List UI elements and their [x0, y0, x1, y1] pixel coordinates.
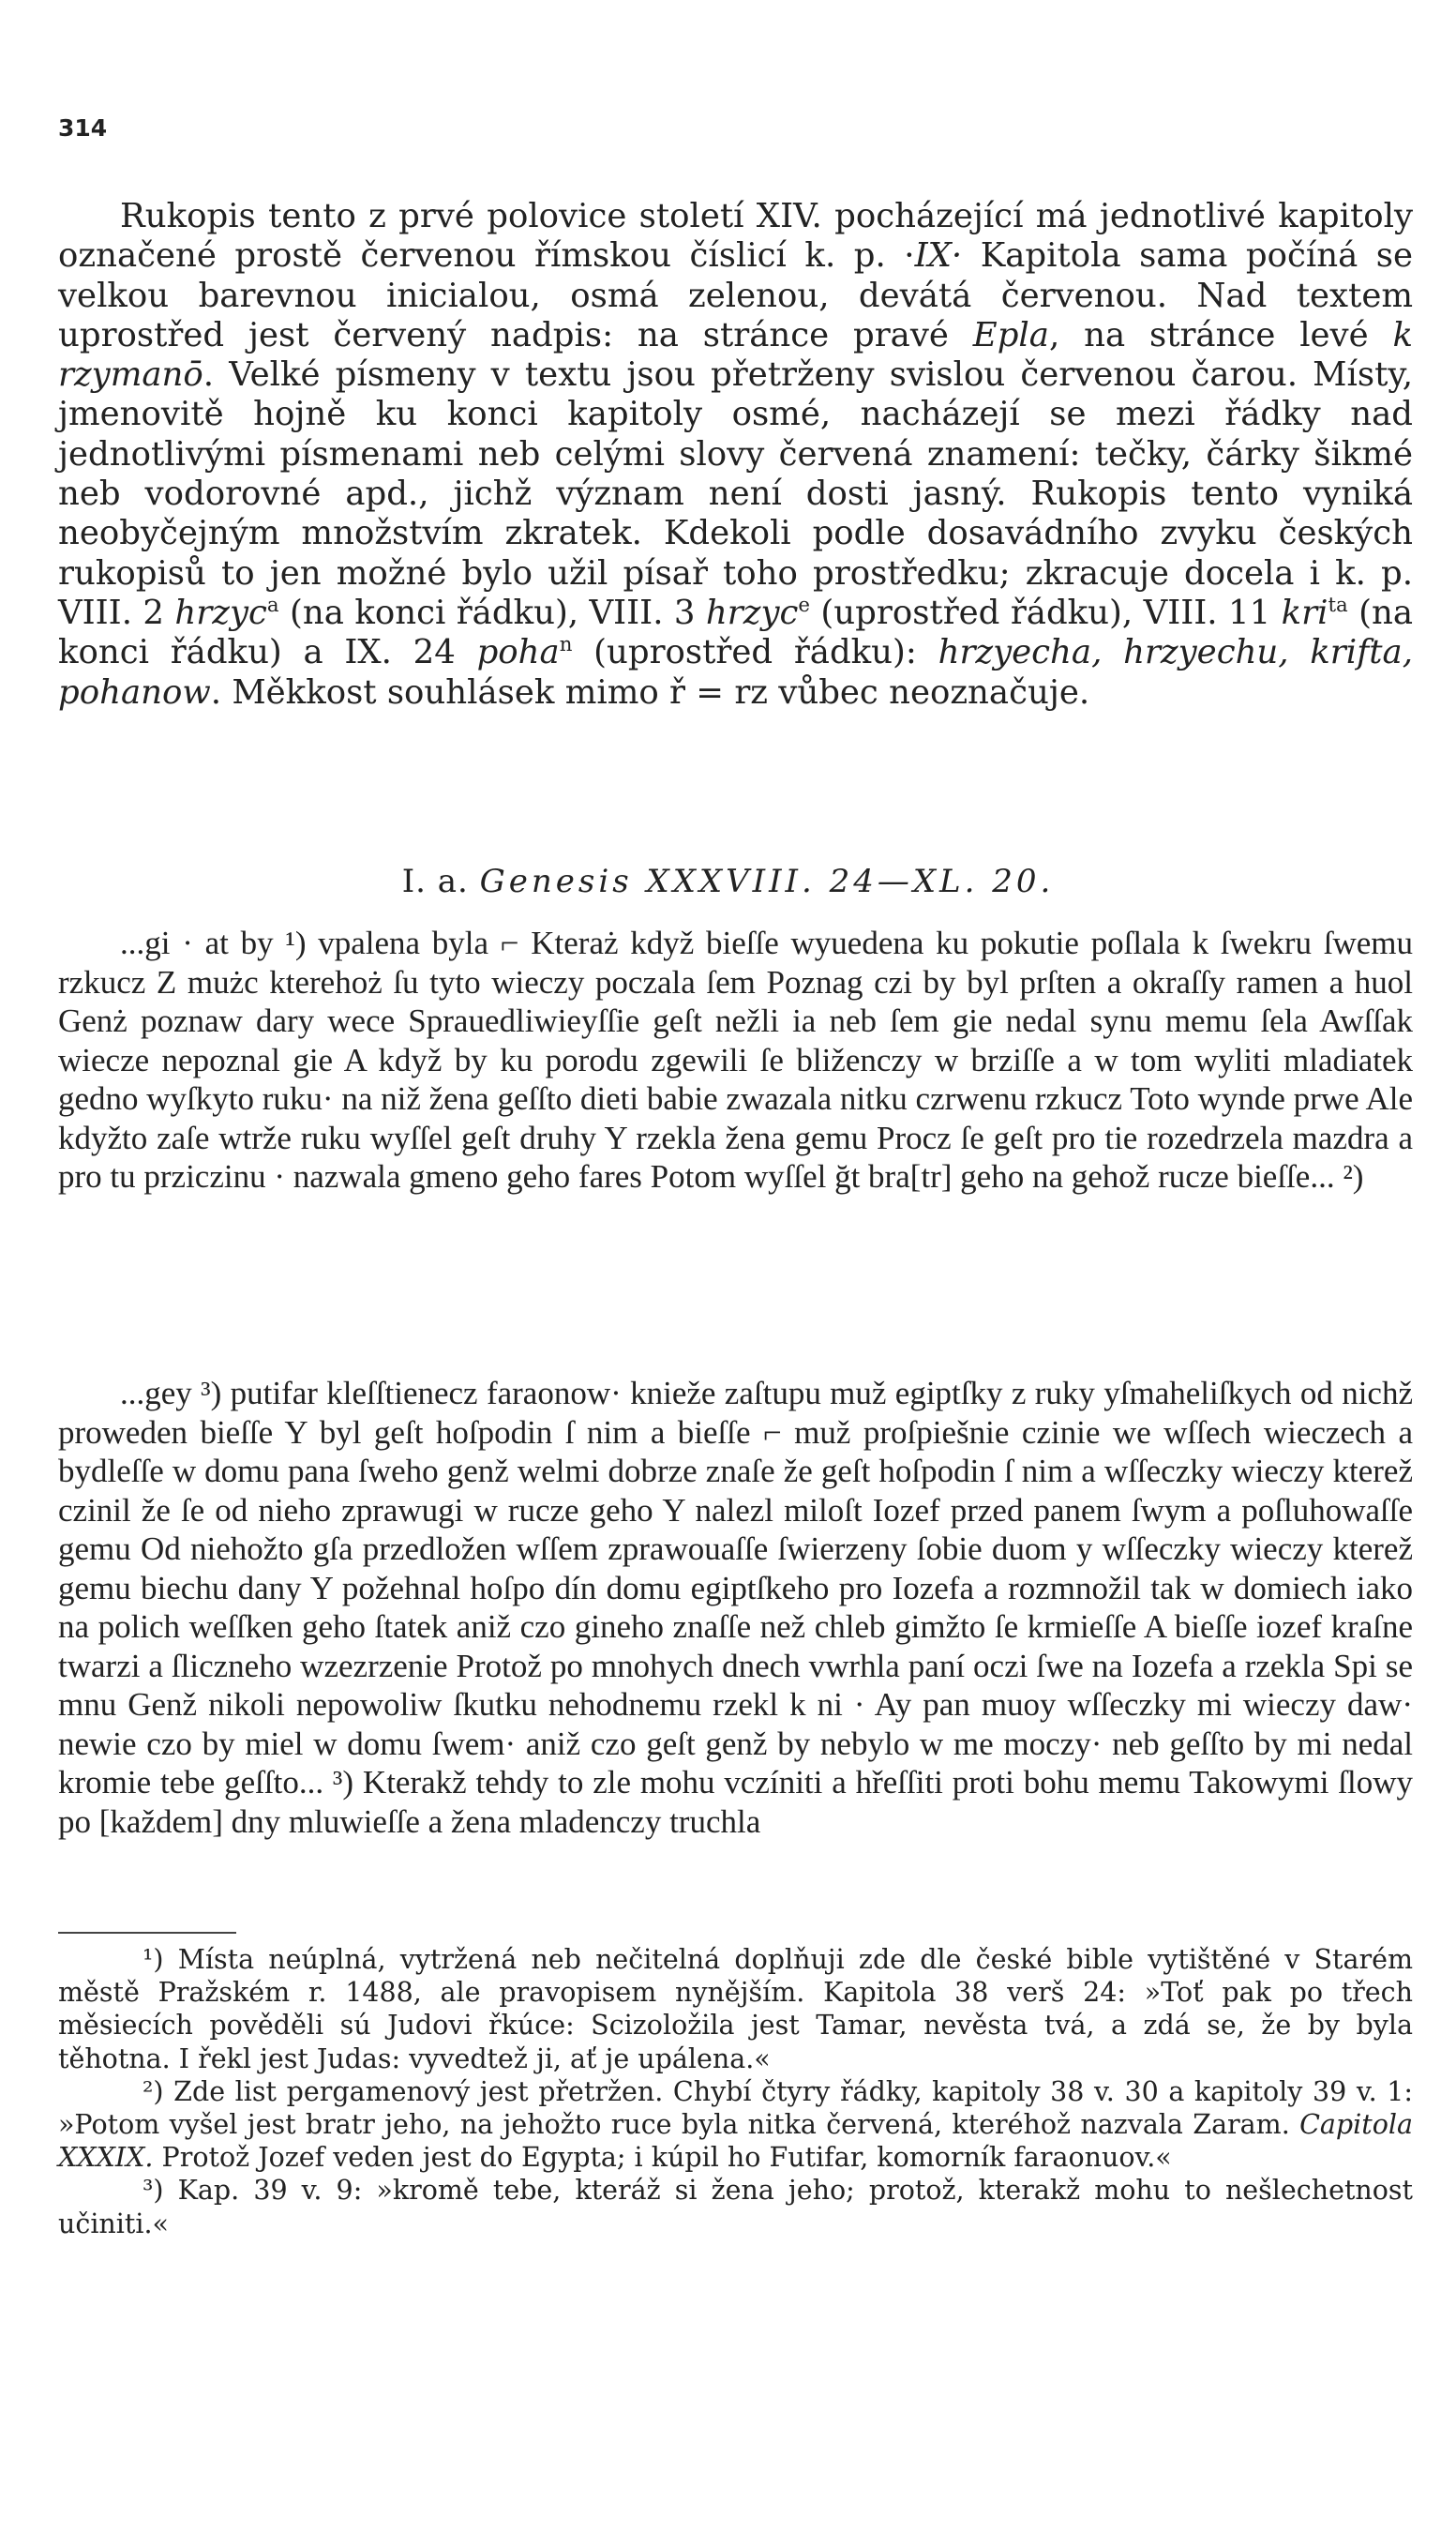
intro-text-7: (na konci řádku) a IX. 24: [58, 593, 1413, 672]
footnotes: [58, 1943, 1413, 2240]
footnote-1: ¹) Místa neúplná, vytržená neb nečitelná doplňuji zde dle české bible vytištěné v Starém městě Pražském r. 1488, ale pravopisem nynějším. Kapitola 38 verš 24: »Toť pak po třech měsiecích pověděli sú Judovi řkúce: Scizoložila jest Tamar, nevěsta tvá, a zdá se, že by byla těhotna. I řekl jest Judas: vyvedtež ji, ať je upálena.«: [58, 1944, 1413, 2074]
intro-paragraph: [58, 197, 1413, 713]
intro-text-4: . Velké písmeny v textu jsou přetrženy svislou červenou čarou. Místy, jmenovitě hojně ku konci kapitoly osmé, nacházejí se mezi řádky nad jednotlivými písmenami neb celými slovy červená znamení: tečky, čárky šikmé neb vodorovné apd., jichž význam není dosti jasný. Rukopis tento vyniká neobyčejným množstvím zkratek. Kdekoli podle dosavádního zvyku českých rukopisů to jen možné bylo užil písař toho prostředku; zkracuje docela i k. p. VIII. 2: [58, 355, 1413, 632]
intro-text-2: Kapitola sama počíná se velkou barevnou inicialou, osmá zelenou, devátá červenou. Nad textem uprostřed jest červený nadpis: na stránce pravé: [58, 236, 1413, 354]
old-czech-text-paragraph-2: ...gey ³) putifar kleſſtienecz faraonow· knieže zaſtupu muž egiptſky z ruky yſmaheliſkych od nichž proweden bieſſe Y byl geſt hoſpodin ſ nim a bieſſe ⌐ muž proſpiešnie czinie we wſſech wieczech a bydleſſe w domu pana ſweho genž welmi dobrze znaſe že geſt hoſpodin ſ nim a wſſeczky wieczy kterež czinil že ſe od nieho zprawugi w rucze geho Y nalezl miloſt Iozef przed panem ſwym a poſluhowaſſe gemu Od niehožto gſa przedložen wſſem zprawouaſſe ſwierzeny ſobie duom y wſſeczky wieczy kterež gemu biechu dany Y požehnal hoſpo dín domu egiptſkeho pro Iozefa a rozmnožil tak w domiech iako na polich weſſken geho ſtatek aniž czo gineho znaſſe než chleb gimžto ſe krmieſſe A bieſſe iozef kraſne twarzi a ſliczneho wzezrzenie Protož po mnohych dnech vwrhla paní oczi ſwe na Iozefa a rzekla Spi se mnu Genž nikoli nepowoliw ſkutku nehodnemu rzekl k ni · Ay pan muoy wſſeczky mi wieczy daw· newie czo by miel w domu ſwem· aniž czo geſt genž by nebylo w me moczy· neb geſſto by mi nedal kromie tebe geſſto... ³) Kterakž tehdy to zle mohu vczíniti a hřeſſiti proti bohu memu Takowymi ſlowy po [každem] dny mluwieſſe a žena mladenczy truchla: [58, 1375, 1413, 1840]
old-czech-text-paragraph-1: ...gi · at by ¹) vpalena byla ⌐ Kteraż když bieſſe wyuedena ku pokutie poſlala k ſwekru ſwemu rzkucz Z mużc kterehoż ſu tyto wieczy poczala ſem Poznag czi by byl prſten a okraſſy ramen a huol Genż poznaw dary wece Sprauedliwieyſſie geſt nežli ia neb ſem gie nedal synu memu ſela Awſſak wiecze nepoznal gie A když by ku porodu zgewili ſe bliženczy w brziſſe a w tom wyliti mladiatek gedno wyſkyto ruku· na niž žena geſſto dieti babie zwazala nitku czrwenu rzkucz Toto wynde prwe Ale kdyžto zaſe wtrže ruku wyſſel geſt druhy Y rzekla žena gemu Procz ſe geſt pro tie rozedrzela mazdra a pro tu prziczinu · nazwala gmeno geho fares Potom wyſſel ğt bra[tr] geho na gehož rucze bieſſe... ²): [58, 925, 1413, 1195]
intro-text-1: Rukopis tento z prvé polovice století XIV. pocházející má jednotlivé kapitoly označené prostě červenou římskou číslicí k. p. ·: [58, 197, 1413, 276]
section-heading: [0, 863, 1456, 900]
abbreviation-1: hrzyc: [174, 593, 267, 632]
page-number: 314: [58, 114, 108, 142]
abbreviation-3: kri: [1281, 593, 1328, 632]
footnote-2: [58, 2075, 1413, 2175]
footnote-2-text-1: ²) Zde list pergamenový jest přetržen. Chybí čtyry řádky, kapitoly 38 v. 30 a kapitoly 39 v. 1: »Potom vyšel jest bratr jeho, na jehožto ruce byla nitka červená, kteréhož nazvala Zaram.: [58, 2075, 1413, 2141]
footnote-divider: [58, 1932, 236, 1934]
footnote-3: ³) Kap. 39 v. 9: »kromě tebe, kteráž si žena jeho; protož, kterakž mohu to nešlechetnost učiniti.«: [58, 2175, 1413, 2239]
section-reference: Genesis XXXVIII. 24—XL. 20.: [479, 863, 1055, 900]
intro-text-6: (uprostřed řádku), VIII. 11: [810, 593, 1282, 632]
abbreviation-2-sup: e: [798, 594, 811, 618]
intro-text-9: . Měkkost souhlásek mimo ř = rz vůbec neoznačuje.: [210, 672, 1090, 712]
abbreviation-2: hrzyc: [705, 593, 799, 632]
footnote-2-reference: Capitola XXXIX.: [58, 2109, 1413, 2174]
heading-epla: Epla: [972, 315, 1049, 354]
abbreviation-4-sup: n: [559, 633, 573, 657]
heading-rzymano: k rzymanō: [58, 315, 1413, 395]
footnote-2-text-2: Protož Jozef veden jest do Egypta; i kúpil ho Futifar, komorník faraonuov.«: [153, 2142, 1172, 2174]
intro-text-3: , na stránce levé: [1048, 315, 1393, 354]
intro-text-5: (na konci řádku), VIII. 3: [278, 593, 706, 632]
intro-text-8: (uprostřed řádku):: [572, 633, 938, 672]
section-label: I. a.: [401, 863, 469, 900]
abbreviation-4: poha: [476, 633, 560, 672]
abbreviation-1-sup: a: [266, 594, 279, 618]
abbreviation-3-sup: ta: [1328, 594, 1348, 618]
chapter-numeral: IX·: [914, 236, 963, 276]
abbreviation-expansions: hrzyecha, hrzyechu, krifta, pohanow: [58, 633, 1413, 712]
